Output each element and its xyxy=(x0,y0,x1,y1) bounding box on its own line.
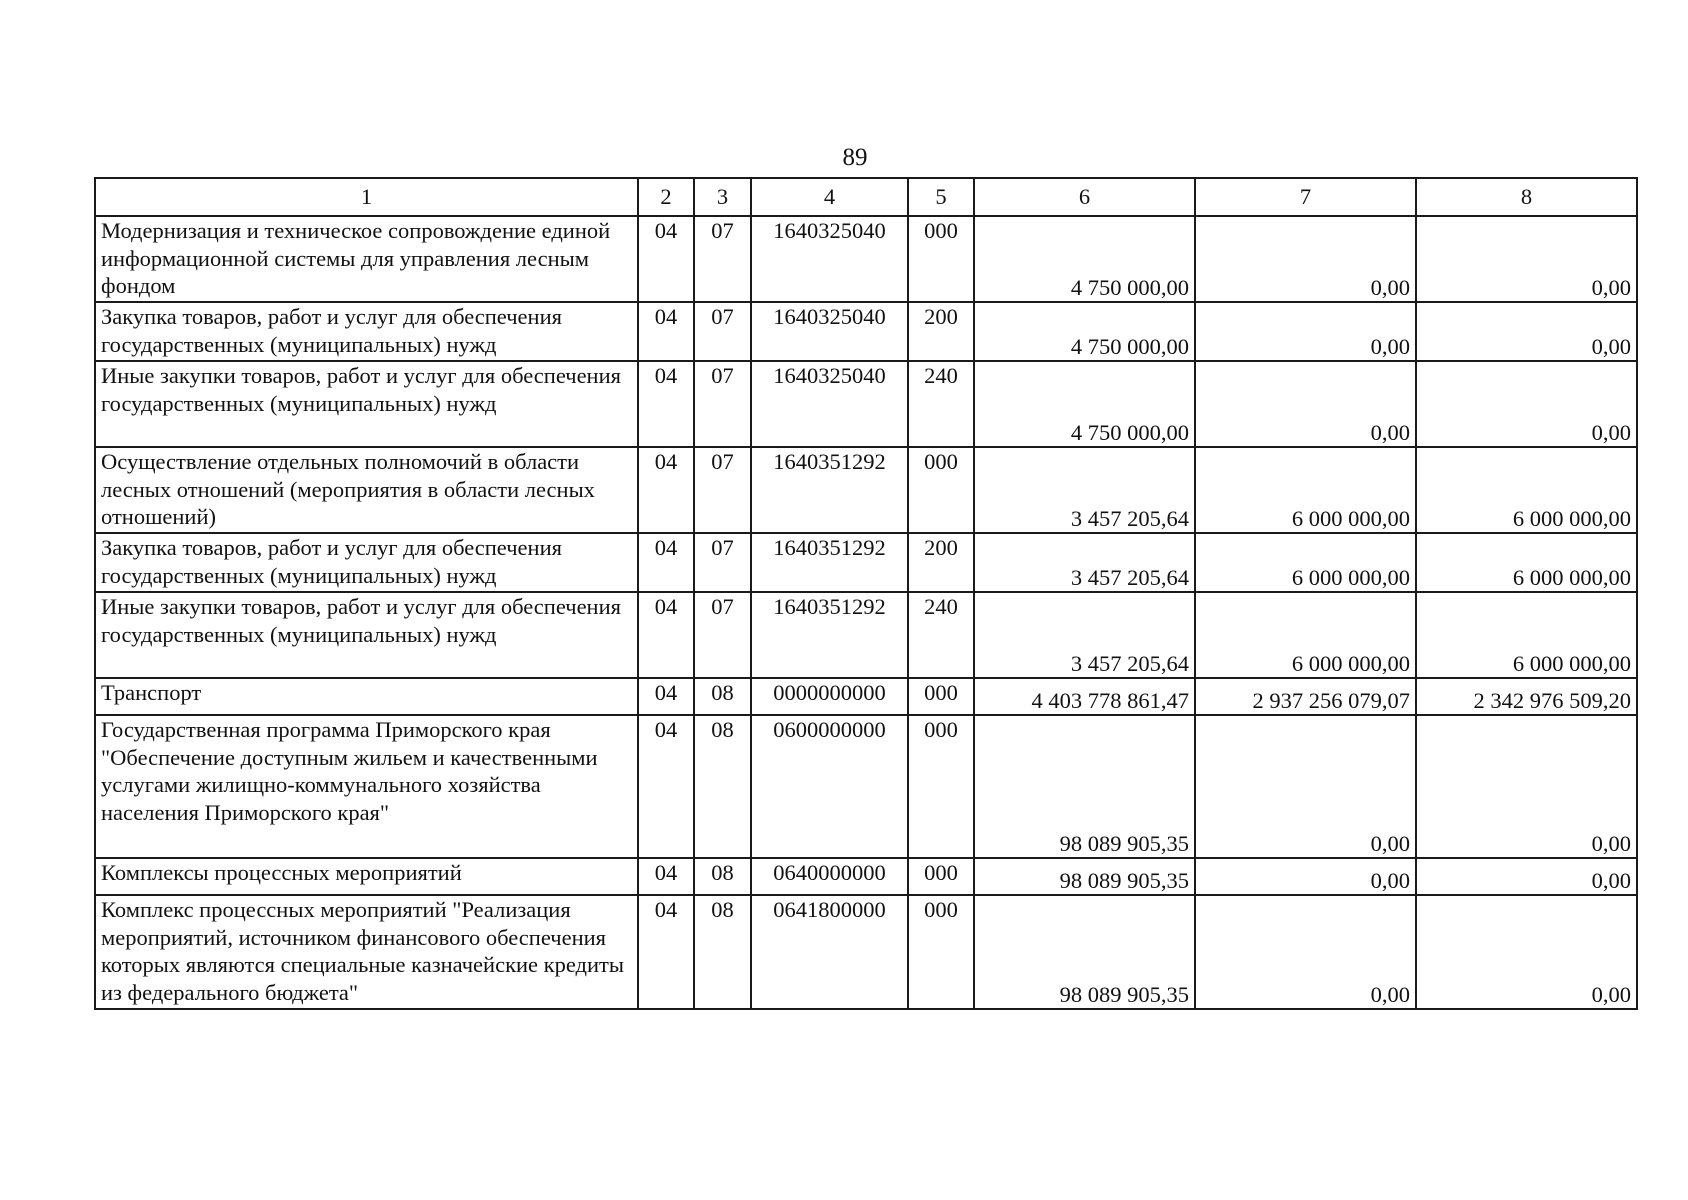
row-name: Модернизация и техническое сопровождение единой информационной системы для управления лесным фондом xyxy=(95,216,638,302)
section-code: 04 xyxy=(638,895,694,1009)
header-row xyxy=(95,178,1637,216)
row-name: Иные закупки товаров, работ и услуг для обеспечения государственных (муниципальных) нужд xyxy=(95,592,638,678)
expense-type-code: 000 xyxy=(908,678,974,715)
subsection-code: 07 xyxy=(694,592,751,678)
subsection-code: 07 xyxy=(694,216,751,302)
amount-col7: 0,00 xyxy=(1195,216,1416,302)
column-header: 7 xyxy=(1195,178,1416,216)
subsection-code: 07 xyxy=(694,533,751,592)
subsection-code: 07 xyxy=(694,361,751,447)
column-header: 3 xyxy=(694,178,751,216)
amount-col8: 6 000 000,00 xyxy=(1416,533,1637,592)
amount-col6: 4 750 000,00 xyxy=(974,361,1195,447)
section-code: 04 xyxy=(638,858,694,895)
subsection-code: 08 xyxy=(694,858,751,895)
target-article-code: 1640351292 xyxy=(751,592,908,678)
subsection-code: 07 xyxy=(694,302,751,361)
subsection-code: 07 xyxy=(694,447,751,533)
column-header: 2 xyxy=(638,178,694,216)
table-row xyxy=(95,895,1637,1009)
amount-col7: 6 000 000,00 xyxy=(1195,592,1416,678)
amount-col8: 0,00 xyxy=(1416,361,1637,447)
row-name: Транспорт xyxy=(95,678,638,715)
target-article-code: 0600000000 xyxy=(751,715,908,858)
expense-type-code: 240 xyxy=(908,592,974,678)
amount-col6: 4 750 000,00 xyxy=(974,302,1195,361)
column-header: 4 xyxy=(751,178,908,216)
row-name: Комплекс процессных мероприятий "Реализация мероприятий, источником финансового обеспечения которых являются специальные казначейские кредиты из федерального бюджета" xyxy=(95,895,638,1009)
row-name: Иные закупки товаров, работ и услуг для обеспечения государственных (муниципальных) нужд xyxy=(95,361,638,447)
column-header: 6 xyxy=(974,178,1195,216)
amount-col6: 4 403 778 861,47 xyxy=(974,678,1195,715)
target-article-code: 0641800000 xyxy=(751,895,908,1009)
amount-col8: 6 000 000,00 xyxy=(1416,592,1637,678)
section-code: 04 xyxy=(638,302,694,361)
amount-col8: 0,00 xyxy=(1416,216,1637,302)
section-code: 04 xyxy=(638,447,694,533)
expense-type-code: 000 xyxy=(908,715,974,858)
expense-type-code: 000 xyxy=(908,858,974,895)
amount-col7: 0,00 xyxy=(1195,858,1416,895)
budget-table xyxy=(94,177,1638,1010)
amount-col6: 4 750 000,00 xyxy=(974,216,1195,302)
section-code: 04 xyxy=(638,361,694,447)
table-row xyxy=(95,533,1637,592)
table-row xyxy=(95,302,1637,361)
amount-col7: 0,00 xyxy=(1195,715,1416,858)
target-article-code: 1640351292 xyxy=(751,533,908,592)
expense-type-code: 000 xyxy=(908,447,974,533)
section-code: 04 xyxy=(638,715,694,858)
amount-col6: 98 089 905,35 xyxy=(974,858,1195,895)
target-article-code: 0640000000 xyxy=(751,858,908,895)
row-name: Осуществление отдельных полномочий в области лесных отношений (мероприятия в области лесных отношений) xyxy=(95,447,638,533)
amount-col8: 0,00 xyxy=(1416,302,1637,361)
amount-col6: 98 089 905,35 xyxy=(974,715,1195,858)
expense-type-code: 240 xyxy=(908,361,974,447)
amount-col6: 3 457 205,64 xyxy=(974,533,1195,592)
expense-type-code: 000 xyxy=(908,216,974,302)
table-row xyxy=(95,715,1637,858)
row-name: Государственная программа Приморского края "Обеспечение доступным жильем и качественными услугами жилищно-коммунального хозяйства населения Приморского края" xyxy=(95,715,638,858)
amount-col7: 0,00 xyxy=(1195,361,1416,447)
table-row xyxy=(95,216,1637,302)
amount-col7: 0,00 xyxy=(1195,302,1416,361)
amount-col7: 6 000 000,00 xyxy=(1195,447,1416,533)
column-header: 1 xyxy=(95,178,638,216)
target-article-code: 1640325040 xyxy=(751,216,908,302)
target-article-code: 1640325040 xyxy=(751,361,908,447)
target-article-code: 0000000000 xyxy=(751,678,908,715)
amount-col8: 2 342 976 509,20 xyxy=(1416,678,1637,715)
target-article-code: 1640325040 xyxy=(751,302,908,361)
amount-col6: 98 089 905,35 xyxy=(974,895,1195,1009)
amount-col8: 0,00 xyxy=(1416,895,1637,1009)
section-code: 04 xyxy=(638,678,694,715)
section-code: 04 xyxy=(638,533,694,592)
amount-col7: 0,00 xyxy=(1195,895,1416,1009)
subsection-code: 08 xyxy=(694,895,751,1009)
row-name: Закупка товаров, работ и услуг для обеспечения государственных (муниципальных) нужд xyxy=(95,302,638,361)
column-header: 8 xyxy=(1416,178,1637,216)
amount-col8: 0,00 xyxy=(1416,715,1637,858)
subsection-code: 08 xyxy=(694,678,751,715)
expense-type-code: 000 xyxy=(908,895,974,1009)
amount-col7: 6 000 000,00 xyxy=(1195,533,1416,592)
expense-type-code: 200 xyxy=(908,302,974,361)
amount-col6: 3 457 205,64 xyxy=(974,447,1195,533)
table-row xyxy=(95,447,1637,533)
table-row xyxy=(95,592,1637,678)
amount-col6: 3 457 205,64 xyxy=(974,592,1195,678)
table-row xyxy=(95,678,1637,715)
subsection-code: 08 xyxy=(694,715,751,858)
section-code: 04 xyxy=(638,592,694,678)
target-article-code: 1640351292 xyxy=(751,447,908,533)
table-row xyxy=(95,858,1637,895)
row-name: Комплексы процессных мероприятий xyxy=(95,858,638,895)
amount-col8: 0,00 xyxy=(1416,858,1637,895)
amount-col7: 2 937 256 079,07 xyxy=(1195,678,1416,715)
column-header: 5 xyxy=(908,178,974,216)
page-number: 89 xyxy=(842,144,868,171)
expense-type-code: 200 xyxy=(908,533,974,592)
row-name: Закупка товаров, работ и услуг для обеспечения государственных (муниципальных) нужд xyxy=(95,533,638,592)
table-row xyxy=(95,361,1637,447)
section-code: 04 xyxy=(638,216,694,302)
amount-col8: 6 000 000,00 xyxy=(1416,447,1637,533)
